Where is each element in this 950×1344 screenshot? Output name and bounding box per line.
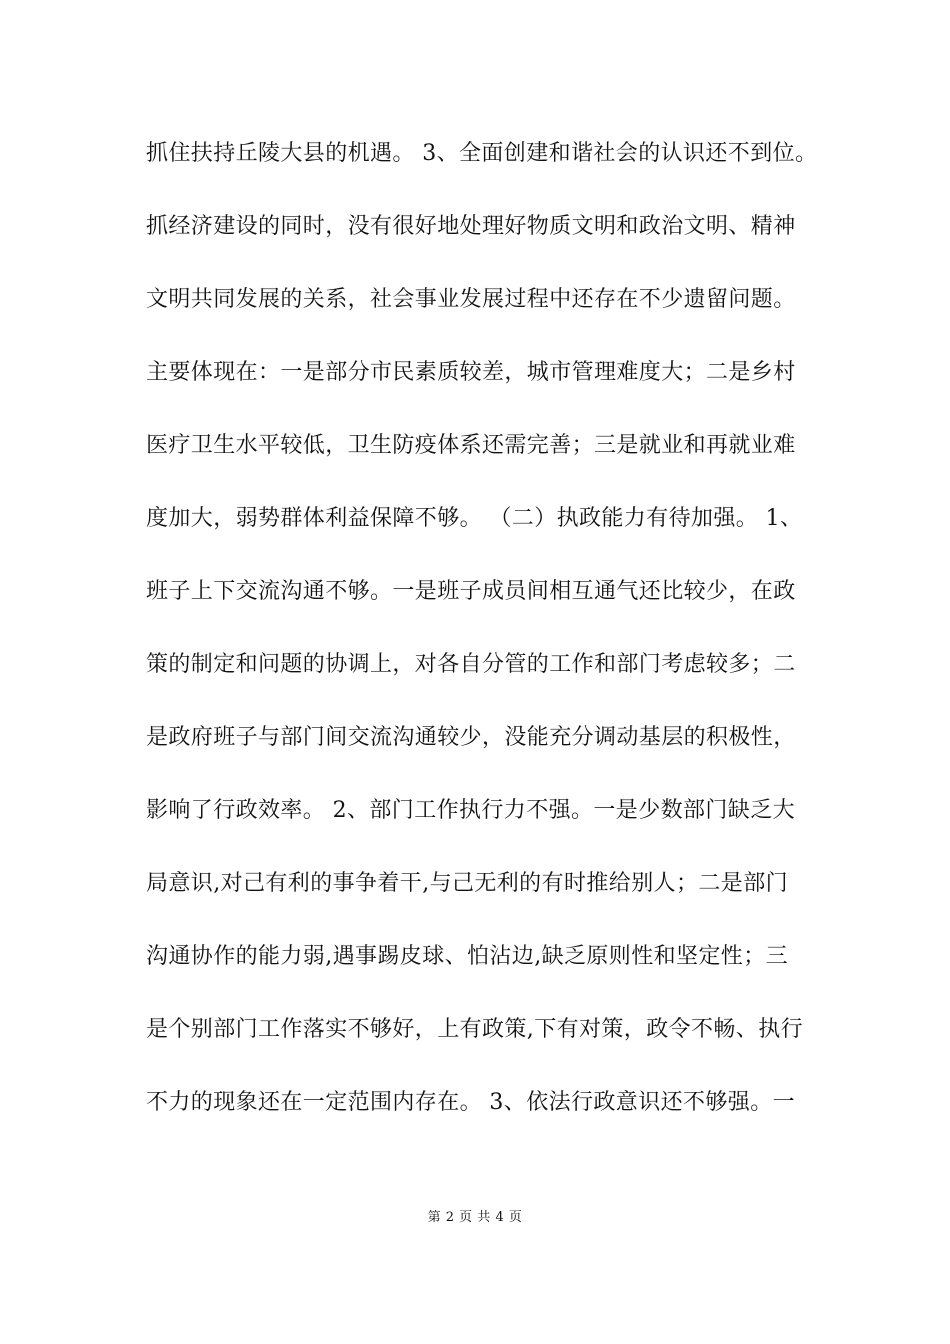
text-line: 医疗卫生水平较低，卫生防疫体系还需完善；三是就业和再就业难: [146, 433, 796, 458]
text-line: 是个别部门工作落实不够好，上有政策,下有对策，政令不畅、执行: [146, 1017, 803, 1042]
text-line: 班子上下交流沟通不够。一是班子成员间相互通气还比较少，在政: [146, 579, 796, 604]
text-line: 抓经济建设的同时，没有很好地处理好物质文明和政治文明、精神: [146, 214, 796, 239]
text-line: 是政府班子与部门间交流沟通较少，没能充分调动基层的积极性，: [146, 725, 796, 750]
text-line: 度加大，弱势群体利益保障不够。 （二）执政能力有待加强。 1、: [146, 506, 803, 531]
text-line: 主要体现在：一是部分市民素质较差，城市管理难度大；二是乡村: [146, 360, 796, 385]
text-line: 文明共同发展的关系，社会事业发展过程中还存在不少遗留问题。: [146, 287, 796, 312]
text-line: 不力的现象还在一定范围内存在。 3、依法行政意识还不够强。一: [146, 1090, 795, 1115]
text-line: 沟通协作的能力弱,遇事踢皮球、怕沾边,缺乏原则性和坚定性；三: [146, 944, 788, 969]
text-line: 影响了行政效率。 2、部门工作执行力不强。一是少数部门缺乏大: [146, 798, 795, 823]
text-line: 局意识,对己有利的事争着干,与己无利的有时推给别人；二是部门: [146, 871, 788, 896]
text-line: 抓住扶持丘陵大县的机遇。 3、全面创建和谐社会的认识还不到位。: [146, 141, 818, 166]
text-line: 策的制定和问题的协调上，对各自分管的工作和部门考虑较多；二: [146, 652, 796, 677]
page-number: 第 2 页 共 4 页: [427, 1210, 523, 1225]
